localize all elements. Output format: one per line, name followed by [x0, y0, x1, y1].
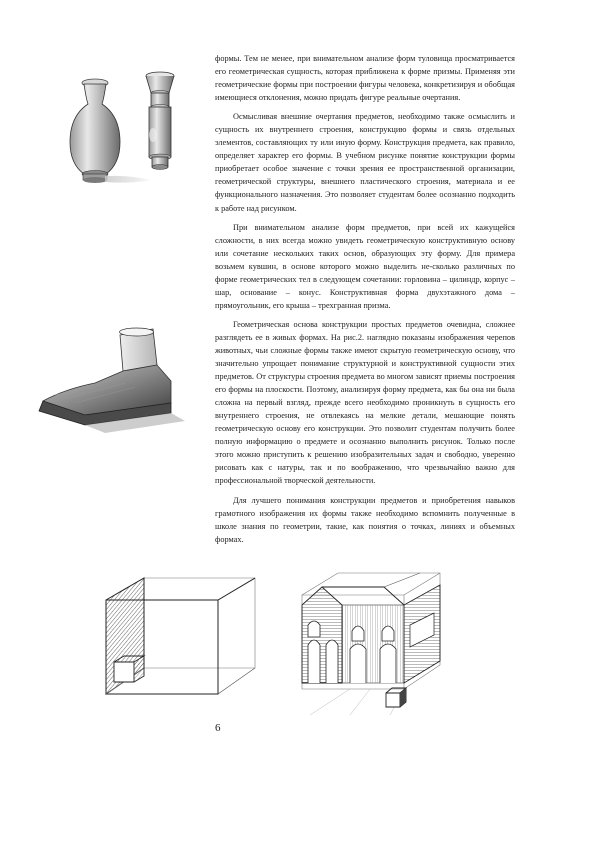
house-cube-drawing-figure: [290, 565, 460, 715]
page-number: 6: [215, 722, 221, 734]
vase-left: [70, 79, 150, 183]
paragraph-2: Осмысливая внешние очертания предметов, необходимо также осмыслить и сущность их внутреннего строения, конструкцию формы и связь отдельных элементов, составляющих ту или иную форму. Конструкция предмета, как правило, определяет характер его формы. В учебном рисунке понятие конструкции формы приобретает особое значение с точки зрения ее пространственной организации, геометрической структуры, внешнего пластического строения, материала и ее функционального назначения. Это позволяет студентам более осознанно подходить к работе над рисунком.: [215, 112, 515, 213]
vase-drawings-figure: [50, 60, 200, 195]
paragraph-3: При внимательном анализе форм предметов, при всей их кажущейся сложности, в них всегда можно увидеть геометрическую конструктивную основу или сочетание нескольких таких основ, образующих эту форму. Для примера возьмем кувшин, в основе которого можно выделить не-сколько различных по форме геометрических тел в следующем сочетании: горловина – цилиндр, корпус – шар, основание – конус. Конструктивная форма двухэтажного дома – прямоугольник, его крыша – трехгранная призма.: [215, 222, 515, 310]
vase-right: [146, 72, 174, 170]
paragraph-1: формы. Тем не менее, при внимательном анализе форм туловища просматривается его геометрическая сущность, которая приближена к форме призмы. Применяя эти геометрические формы при построении фигуры человека, конкретизируя и обобщая имеющиеся отклонения, можно придать фигуре реальные очертания.: [215, 54, 515, 103]
shoe-drawing-figure: [25, 325, 195, 440]
cube-drawing-figure: [100, 570, 270, 710]
paragraph-5: Для лучшего понимания конструкции предметов и приобретения навыков грамотного изображения их формы также необходимо вспомнить полученные в школе знания по геометрии, такие, как понятия о точках, линиях и объемных формах.: [215, 495, 515, 544]
body-text: [215, 52, 515, 546]
paragraph-4: Геометрическая основа конструкции простых предметов очевидна, сложнее разглядеть ее в живых формах. На рис.2. наглядно показаны изображения черепов животных, чьи сложные формы также имеют скрытую геометрическую основу, что значительно упрощает понимание структурной и конструктивной сущности этих предметов. От структуры строения предмета во многом зависят приемы построения его формы на плоскости. Поэтому, анализируя форму предмета, как бы она ни была сложна на первый взгляд, прежде всего необходимо проникнуть в сущность его внутреннего строения, не отвлекаясь на мелкие детали, мешающие понять геометрическую основу его конструкции. Это позволит студентам получить более полную информацию о предмете и осознанно выполнить рисунок. Только после этого можно приступить к решению изобразительных задач и свободно, уверенно рисовать как с натуры, так и по воображению, что чрезвычайно важно для профессиональной творческой деятельности.: [215, 319, 515, 486]
